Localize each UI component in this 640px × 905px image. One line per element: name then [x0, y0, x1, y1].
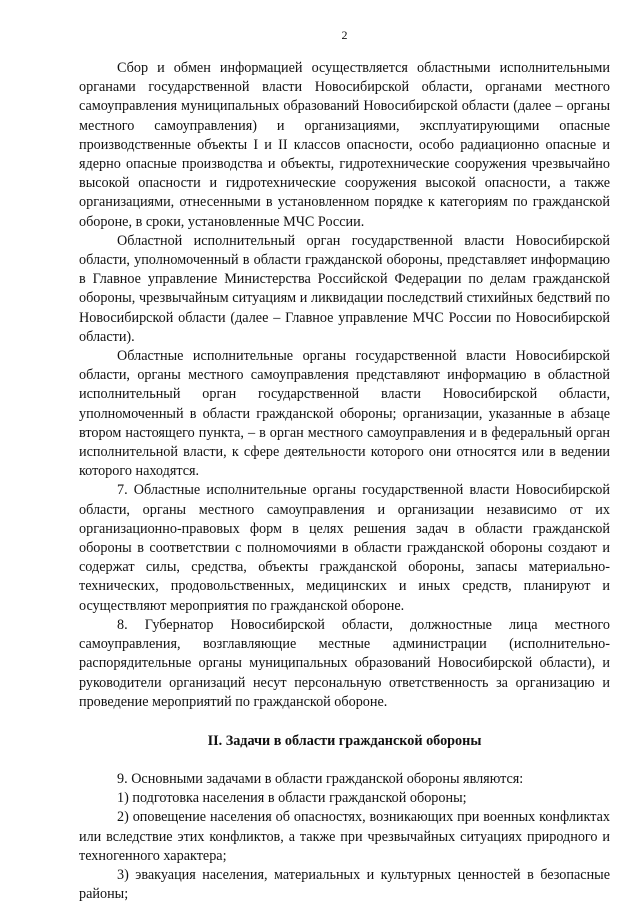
paragraph-item-9: 9. Основными задачами в области гражданской обороны являются:: [117, 770, 524, 787]
section-title: II. Задачи в области гражданской обороны: [207, 732, 482, 749]
page-number: 2: [341, 28, 348, 42]
paragraph-info-exchange: Сбор и обмен информацией осуществляется областными исполнительными органами государственной власти Новосибирской области, органами местного самоуправления муниципальных образований Новосибирской области (далее – органы местного самоуправления) и организациями, эксплуатирующими опасные производственные объекты I и II классов опасности, особо радиационно опасные и ядерно опасные производства и объекты, гидротехнические сооружения чрезвычайно высокой опасности и гидротехнические сооружения высокой опасности, а также организациями, отнесенными в установленном порядке к категориям по гражданской обороне, в сроки, установленные МЧС России.: [79, 60, 610, 230]
document-page: [79, 28, 610, 904]
paragraph-item-8: 8. Губернатор Новосибирской области, должностные лица местного самоуправления, возглавляющие местные администрации (исполнительно-распорядительные органы муниципальных образований Новосибирской области), и руководители организаций несут персональную ответственность за организацию и проведение мероприятий по гражданской обороне.: [79, 616, 610, 710]
paragraph-item-7: 7. Областные исполнительные органы государственной власти Новосибирской области, органы местного самоуправления и организации независимо от их организационно-правовых форм в целях решения задач в области гражданской обороны в соответствии с полномочиями в области гражданской обороны создают и содержат силы, средства, объекты гражданской обороны, запасы материально-технических, продовольственных, медицинских и иных средств, планируют и осуществляют мероприятия по гражданской обороне.: [79, 482, 610, 614]
list-item-2: 2) оповещение населения об опасностях, возникающих при военных конфликтах или вследствие этих конфликтов, а также при чрезвычайных ситуациях природного и техногенного характера;: [79, 809, 610, 864]
paragraph-authorized-body: Областной исполнительный орган государственной власти Новосибирской области, уполномоченный в области гражданской обороны, представляет информацию в Главное управление Министерства Российской Федерации по делам гражданской обороны, чрезвычайным ситуациям и ликвидации последствий стихийных бедствий по Новосибирской области (далее – Главное управление МЧС России по Новосибирской области).: [79, 232, 610, 345]
list-item-1: 1) подготовка населения в области гражданской обороны;: [117, 790, 467, 807]
paragraph-information-submission: Областные исполнительные органы государственной власти Новосибирской области, органы местного самоуправления представляют информацию в областной исполнительный орган государственной власти Новосибирской области, уполномоченный в области гражданской обороны; организации, указанные в абзаце втором настоящего пункта, – в орган местного самоуправления и в федеральный орган исполнительной власти, к сфере деятельности которого они относятся или в ведении которого находятся.: [79, 348, 610, 480]
list-item-3: 3) эвакуация населения, материальных и культурных ценностей в безопасные районы;: [79, 866, 610, 903]
